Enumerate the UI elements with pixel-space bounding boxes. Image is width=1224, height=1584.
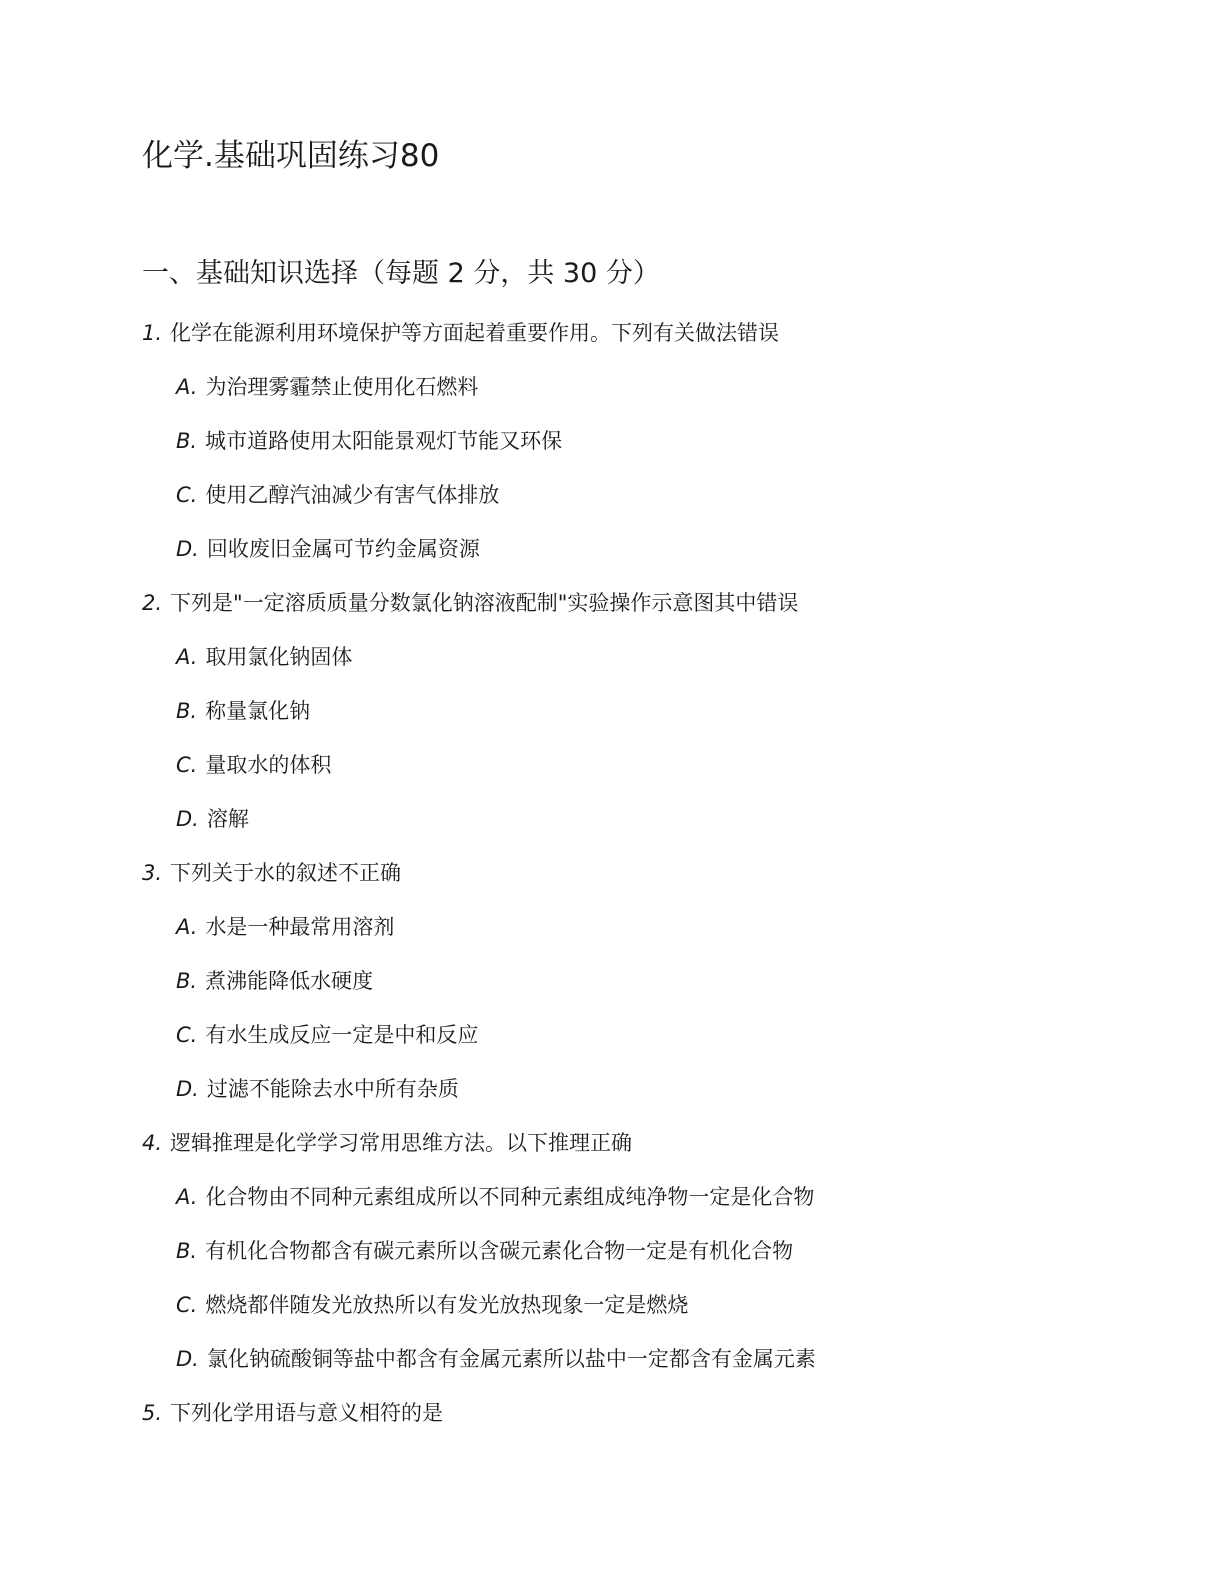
question-text: 下列化学用语与意义相符的是 xyxy=(170,1401,444,1425)
option-3-a xyxy=(142,904,1142,958)
option-letter: D. xyxy=(176,807,199,831)
option-text: 使用乙醇汽油减少有害气体排放 xyxy=(205,483,500,507)
option-letter: C. xyxy=(176,1293,198,1317)
option-2-d xyxy=(142,796,1142,850)
option-text: 化合物由不同种元素组成所以不同种元素组成纯净物一定是化合物 xyxy=(205,1185,815,1209)
question-5 xyxy=(142,1390,1142,1444)
question-list xyxy=(142,310,1142,1444)
question-1 xyxy=(142,310,1142,364)
option-4-b xyxy=(142,1228,1142,1282)
option-text: 回收废旧金属可节约金属资源 xyxy=(206,537,480,561)
option-letter: A. xyxy=(176,1185,198,1209)
option-text: 溶解 xyxy=(206,807,249,831)
question-number: 4. xyxy=(142,1131,163,1155)
option-letter: C. xyxy=(176,1023,198,1047)
option-1-d xyxy=(142,526,1142,580)
option-text: 取用氯化钠固体 xyxy=(205,645,353,669)
document-title: 化学.基础巩固练习80 xyxy=(142,138,440,174)
section-heading: 一、基础知识选择（每题 2 分，共 30 分） xyxy=(142,258,660,289)
option-text: 称量氯化钠 xyxy=(205,699,311,723)
option-letter: A. xyxy=(176,375,198,399)
option-text: 有机化合物都含有碳元素所以含碳元素化合物一定是有机化合物 xyxy=(205,1239,794,1263)
option-1-a xyxy=(142,364,1142,418)
option-text: 为治理雾霾禁止使用化石燃料 xyxy=(205,375,479,399)
option-3-c xyxy=(142,1012,1142,1066)
option-letter: B. xyxy=(176,699,198,723)
question-3 xyxy=(142,850,1142,904)
option-4-a xyxy=(142,1174,1142,1228)
option-text: 水是一种最常用溶剂 xyxy=(205,915,395,939)
option-text: 有水生成反应一定是中和反应 xyxy=(205,1023,479,1047)
option-1-c xyxy=(142,472,1142,526)
option-letter: D. xyxy=(176,537,199,561)
question-text: 逻辑推理是化学学习常用思维方法。以下推理正确 xyxy=(170,1131,633,1155)
option-letter: A. xyxy=(176,645,198,669)
option-letter: D. xyxy=(176,1077,199,1101)
question-text: 化学在能源利用环境保护等方面起着重要作用。下列有关做法错误 xyxy=(170,321,780,345)
option-4-d xyxy=(142,1336,1142,1390)
question-number: 3. xyxy=(142,861,163,885)
question-number: 5. xyxy=(142,1401,163,1425)
option-2-a xyxy=(142,634,1142,688)
option-4-c xyxy=(142,1282,1142,1336)
option-letter: A. xyxy=(176,915,198,939)
question-text: 下列是"一定溶质质量分数氯化钠溶液配制"实验操作示意图其中错误 xyxy=(170,591,799,615)
option-text: 过滤不能除去水中所有杂质 xyxy=(206,1077,459,1101)
option-letter: C. xyxy=(176,753,198,777)
option-letter: B. xyxy=(176,1239,198,1263)
option-letter: C. xyxy=(176,483,198,507)
option-letter: D. xyxy=(176,1347,199,1371)
option-letter: B. xyxy=(176,429,198,453)
option-text: 燃烧都伴随发光放热所以有发光放热现象一定是燃烧 xyxy=(205,1293,689,1317)
option-3-b xyxy=(142,958,1142,1012)
question-number: 2. xyxy=(142,591,163,615)
option-text: 氯化钠硫酸铜等盐中都含有金属元素所以盐中一定都含有金属元素 xyxy=(206,1347,816,1371)
question-2 xyxy=(142,580,1142,634)
option-1-b xyxy=(142,418,1142,472)
option-2-b xyxy=(142,688,1142,742)
option-letter: B. xyxy=(176,969,198,993)
question-number: 1. xyxy=(142,321,163,345)
option-text: 量取水的体积 xyxy=(205,753,332,777)
option-text: 城市道路使用太阳能景观灯节能又环保 xyxy=(205,429,563,453)
option-3-d xyxy=(142,1066,1142,1120)
option-2-c xyxy=(142,742,1142,796)
question-text: 下列关于水的叙述不正确 xyxy=(170,861,402,885)
question-4 xyxy=(142,1120,1142,1174)
option-text: 煮沸能降低水硬度 xyxy=(205,969,374,993)
